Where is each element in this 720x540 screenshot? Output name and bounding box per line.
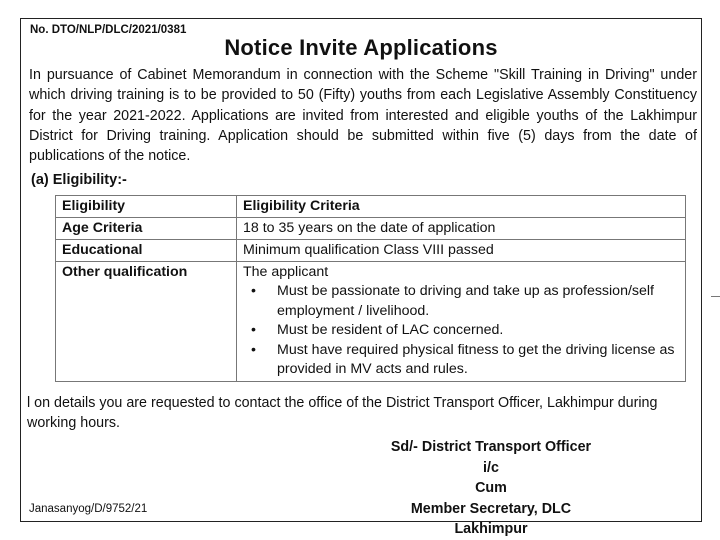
signature-line: Cum — [475, 480, 507, 496]
row-label: Educational — [56, 240, 237, 262]
signature-line: Lakhimpur — [454, 521, 528, 537]
notice-title: Notice Invite Applications — [224, 35, 498, 60]
row-value: 18 to 35 years on the date of application — [237, 218, 686, 240]
table-row — [56, 218, 686, 240]
intro-paragraph: In pursuance of Cabinet Memorandum in connection with the Scheme "Skill Training in Driving" under which driving training is to be provided to 50 (Fifty) youths from each Legislative Assembly Constituency for the year 2021-2022. Applications are invited from interested and eligible youths of the Lakhimpur District for Driving training. Application should be submitted within five (5) days from the date of publications of the notice. — [29, 67, 697, 165]
row-value: Minimum qualification Class VIII passed — [237, 240, 686, 262]
eligibility-heading: (a) Eligibility:- — [31, 172, 127, 188]
edge-mark — [711, 296, 720, 297]
header-eligibility: Eligibility — [56, 196, 237, 218]
contact-paragraph: l on details you are requested to contact the office of the District Transport Officer, Lakhimpur during working hours. — [27, 395, 658, 431]
notice-frame — [20, 18, 702, 537]
reference-number: No. DTO/NLP/DLC/2021/0381 — [30, 24, 187, 36]
qualification-list — [243, 282, 679, 380]
signature-line: Member Secretary, DLC — [410, 500, 572, 517]
row-label: Age Criteria — [56, 218, 237, 240]
list-item: • Must have required physical fitness to get the driving license as provided in MV acts and rules. — [277, 341, 679, 380]
list-item: • Must be resident of LAC concerned. — [277, 321, 679, 341]
list-item: • Must be passionate to driving and take up as profession/self employment / livelihood. — [277, 282, 679, 321]
table-row — [56, 240, 686, 262]
row-label: Other qualification — [56, 262, 237, 382]
table-row — [56, 262, 686, 382]
footer-code: Janasanyog/D/9752/21 — [29, 503, 148, 515]
table-header-row — [56, 196, 686, 218]
signature-line: Sd/- District Transport Officer i/c — [390, 439, 592, 476]
row-value — [237, 262, 686, 382]
other-lead: The applicant — [243, 264, 329, 280]
eligibility-table — [55, 195, 686, 382]
signature-block — [381, 437, 601, 540]
header-criteria: Eligibility Criteria — [237, 196, 686, 218]
